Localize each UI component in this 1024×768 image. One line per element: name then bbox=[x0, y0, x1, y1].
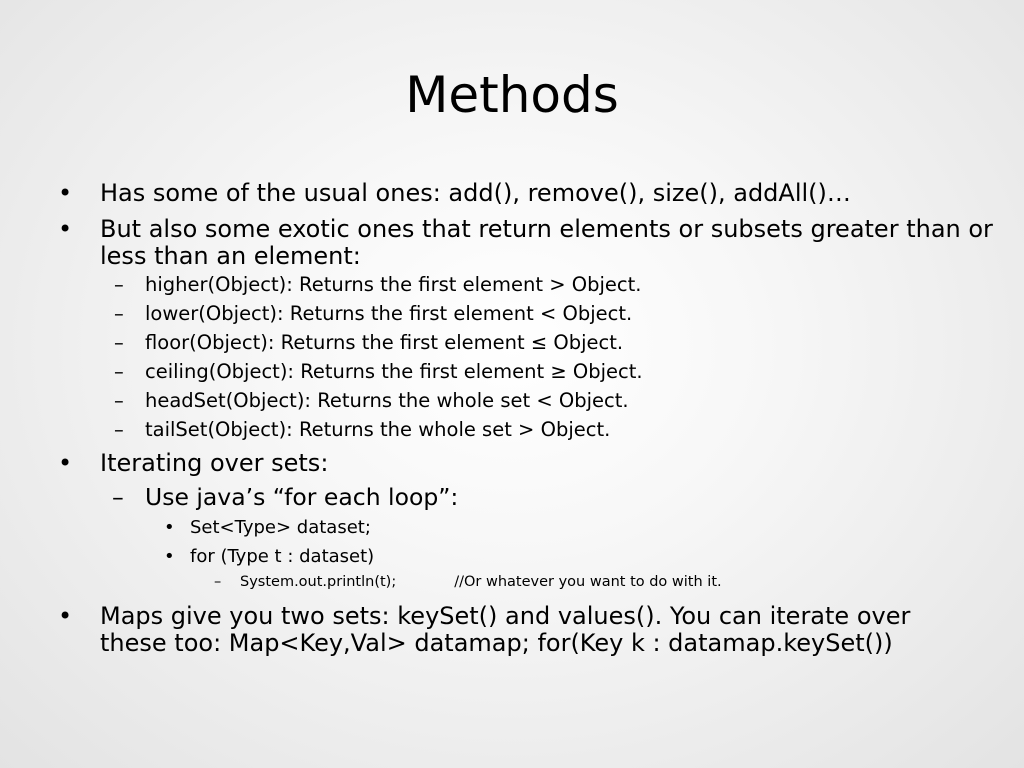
dash-marker: – bbox=[114, 360, 124, 383]
bullet-text: Iterating over sets: bbox=[100, 449, 329, 477]
dash-marker: – bbox=[114, 273, 124, 296]
sub-bullet-ceiling bbox=[52, 361, 982, 383]
sub-bullet-floor bbox=[52, 332, 982, 354]
bullet-marker: • bbox=[58, 215, 73, 243]
sub-bullet-text: lower(Object): Returns the first element < Object. bbox=[145, 302, 633, 325]
bullet-maps bbox=[52, 603, 982, 630]
sub-bullet-text: Use java’s “for each loop”: bbox=[145, 483, 459, 511]
code-item-declaration bbox=[52, 517, 982, 539]
code-statement: System.out.println(t); bbox=[240, 574, 397, 590]
sub-bullet-tailset bbox=[52, 419, 982, 441]
bullet-iterating bbox=[52, 450, 982, 477]
slide-content bbox=[52, 179, 993, 657]
bullet-text-line-2: these too: Map<Key,Val> datamap; for(Key k : datamap.keySet()) bbox=[100, 629, 893, 657]
bullet-text-line-1: Maps give you two sets: keySet() and values(). You can iterate over bbox=[100, 602, 911, 630]
sub-bullet-higher bbox=[52, 274, 982, 296]
sub-bullet-lower bbox=[52, 303, 982, 325]
bullet-marker: • bbox=[164, 546, 175, 567]
sub-bullet-text: higher(Object): Returns the first element > Object. bbox=[145, 273, 642, 296]
bullet-text-line-2: less than an element: bbox=[100, 242, 361, 270]
bullet-text-line-1: But also some exotic ones that return elements or subsets greater than or bbox=[100, 215, 993, 243]
bullet-marker: • bbox=[164, 517, 175, 538]
sub-bullet-text: tailSet(Object): Returns the whole set > Object. bbox=[145, 418, 611, 441]
dash-marker: – bbox=[114, 389, 124, 412]
bullet-marker: • bbox=[58, 449, 73, 477]
bullet-maps-continued bbox=[52, 630, 982, 657]
code-text: Set<Type> dataset; bbox=[190, 517, 371, 538]
bullet-usual-methods bbox=[52, 180, 982, 207]
dash-marker: – bbox=[114, 302, 124, 325]
dash-marker: – bbox=[114, 331, 124, 354]
bullet-marker: • bbox=[58, 602, 73, 630]
slide-title: Methods bbox=[405, 66, 619, 124]
bullet-text: Has some of the usual ones: add(), remove(), size(), addAll()… bbox=[100, 179, 851, 207]
code-item-println bbox=[52, 573, 982, 591]
sub-bullet-headset bbox=[52, 390, 982, 412]
code-item-loop bbox=[52, 546, 982, 568]
dash-marker: – bbox=[214, 574, 222, 590]
sub-bullet-for-each bbox=[52, 484, 982, 511]
bullet-marker: • bbox=[58, 179, 73, 207]
sub-bullet-text: headSet(Object): Returns the whole set < Object. bbox=[145, 389, 629, 412]
bullet-exotic-methods-continued bbox=[52, 243, 982, 270]
sub-bullet-text: floor(Object): Returns the first element ≤ Object. bbox=[145, 331, 624, 354]
sub-bullet-text: ceiling(Object): Returns the first element ≥ Object. bbox=[145, 360, 643, 383]
dash-marker: – bbox=[114, 418, 124, 441]
code-text: for (Type t : dataset) bbox=[190, 546, 375, 567]
dash-marker: – bbox=[112, 483, 124, 511]
code-comment: //Or whatever you want to do with it. bbox=[454, 574, 722, 590]
bullet-exotic-methods bbox=[52, 215, 993, 243]
